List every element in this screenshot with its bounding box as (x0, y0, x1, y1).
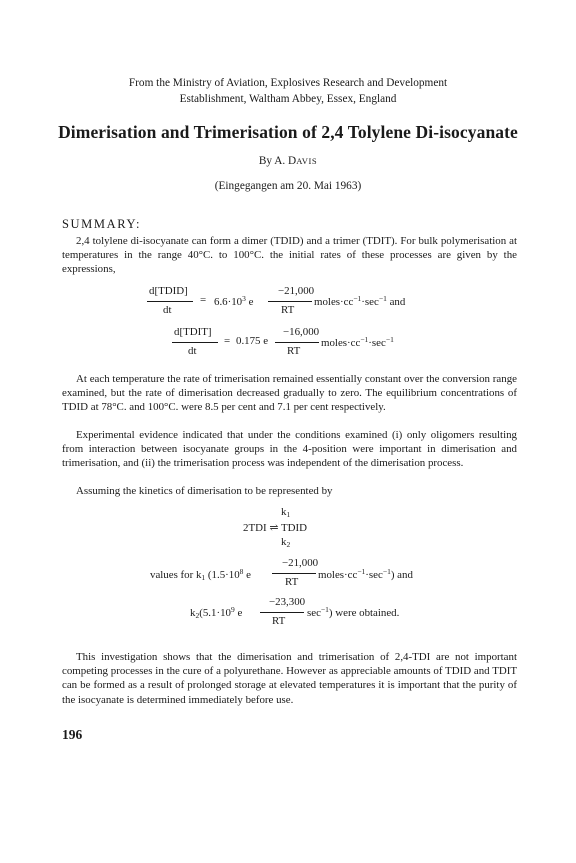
eq1-denominator: dt (163, 304, 172, 316)
eq2-exponent-denominator: RT (287, 345, 301, 357)
author-surname-rest: AVIS (296, 156, 318, 166)
summary-paragraph-1: 2,4 tolylene di-isocyanate can form a dimer (TDID) and a trimer (TDIT). For bulk polymerisation at temperatures in the range 40°C. to 100°C. the initial rates of these processes are given by the expressions, (62, 235, 517, 276)
summary-paragraph-2: At each temperature the rate of trimerisation remained essentially constant over the conversion range examined, but the rate of dimerisation decreased gradually to zero. The equilibrium concentrations of TDID at 78°C. and 100°C. were 8.5 per cent and 7.1 per cent respectively. (62, 373, 517, 414)
eq1-exponent-bar (268, 301, 312, 302)
eq4-prefix: $k_2(5.1\cdot 10^9$ e (190, 605, 243, 620)
eq2-denominator: dt (188, 345, 197, 357)
eq4-exponent-bar (260, 612, 304, 613)
eq1-exponent-denominator: RT (281, 304, 295, 316)
summary-paragraph-3: Experimental evidence indicated that under the conditions examined (i) only oligomers resulting from interaction between isocyanate groups in the 4-position were important in dimerisation and trimerisation, and (ii) the trimerisation process was independent of the dimerisation process. (62, 429, 517, 470)
rate-constant-reverse: $k_2$ (281, 536, 291, 549)
eq2-numerator: d[TDIT] (174, 326, 212, 338)
eq3-prefix: values for $k_1$ ($1.5\cdot 10^8$ e (150, 567, 251, 582)
summary-paragraph-4: Assuming the kinetics of dimerisation to be represented by (76, 485, 333, 497)
product: TDID (281, 522, 308, 534)
affiliation-line-1: From the Ministry of Aviation, Explosives Research and Development (128, 77, 448, 89)
reaction-equation (243, 521, 307, 534)
received-date: (Eingegangen am 20. Mai 1963) (214, 180, 362, 192)
eq2-units: $moles\cdot cc^{-1}\cdot\sec^{-1}$ (321, 335, 394, 349)
eq2-equals: = (224, 335, 231, 347)
page-number: 196 (62, 727, 83, 742)
eq1-fraction-bar (147, 301, 193, 302)
eq4-exponent-numerator: −23,300 (269, 596, 306, 608)
eq3-exponent-numerator: −21,000 (282, 557, 319, 569)
author-byline (0, 155, 576, 167)
eq4-units: $\sec^{-1}$) were obtained. (307, 605, 400, 619)
eq1-coefficient: $6.6\cdot 10^3$ e (214, 294, 254, 308)
article-title: Dimerisation and Trimerisation of 2,4 Tolylene Di-isocyanate (58, 122, 518, 142)
eq4-exponent-denominator: RT (272, 615, 286, 627)
eq1-exponent-numerator: −21,000 (278, 285, 315, 297)
byline-by: By A. (258, 155, 289, 167)
eq3-exponent-denominator: RT (285, 576, 299, 588)
eq2-exponent-bar (275, 342, 319, 343)
summary-heading: SUMMARY: (62, 217, 142, 231)
eq1-equals: = (200, 294, 207, 306)
eq2-fraction-bar (172, 342, 218, 343)
equilibrium-arrow-icon: ⇌ (269, 522, 279, 534)
eq1-numerator: d[TDID] (149, 285, 188, 297)
eq3-exponent-bar (272, 573, 316, 574)
eq1-units: $moles\cdot cc^{-1}\cdot\sec^{-1}$ and (314, 294, 406, 308)
eq2-coefficient: 0.175 e (236, 335, 269, 347)
affiliation-line-2: Establishment, Waltham Abbey, Essex, England (179, 93, 397, 105)
eq3-units: $moles\cdot cc^{-1}\cdot\sec^{-1}$) and (318, 567, 413, 581)
eq2-exponent-numerator: −16,000 (283, 326, 320, 338)
summary-paragraph-5: This investigation shows that the dimerisation and trimerisation of 2,4-TDI are not important competing processes in the cure of a polyurethane. However as appreciable amounts of TDID and TDIT can be formed as a result of prolonged storage at elevated temperatures it is important that the purity of the isocyanate is determined immediately before use. (62, 651, 517, 706)
rate-constant-forward: $k_1$ (281, 506, 291, 519)
author-initial: D (288, 155, 297, 167)
reactant: 2TDI (243, 522, 267, 534)
